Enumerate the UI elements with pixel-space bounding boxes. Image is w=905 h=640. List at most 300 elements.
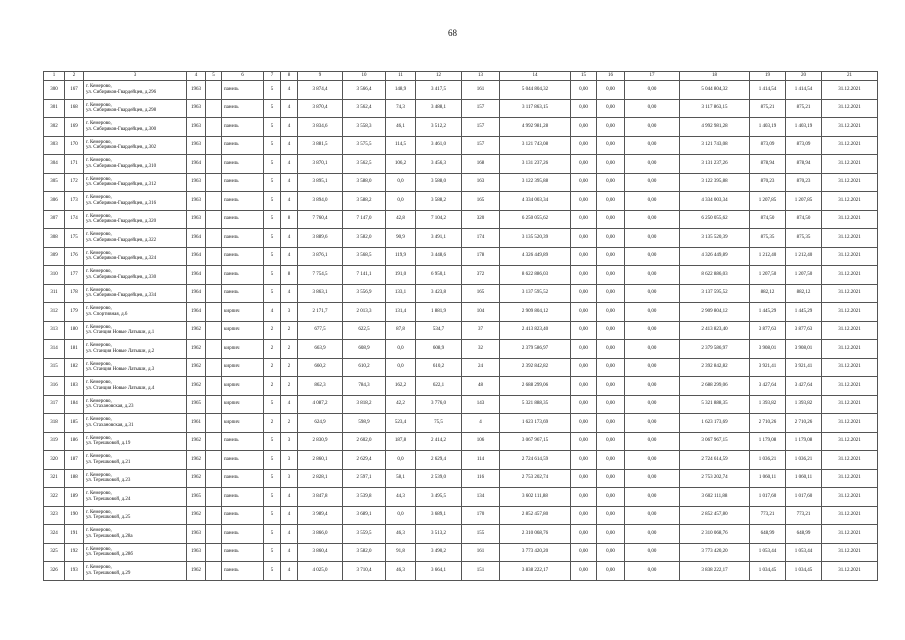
table-cell: 317: [44, 395, 65, 414]
column-header: 10: [343, 72, 386, 81]
table-cell: 0,00: [625, 525, 680, 544]
table-cell: 116: [462, 469, 500, 488]
address-cell: [84, 358, 187, 377]
table-cell: 304: [44, 155, 65, 174]
table-cell: 31.12.2021: [822, 506, 878, 525]
table-cell: кирпич: [222, 377, 264, 396]
table-cell: 2 753 202,74: [680, 469, 750, 488]
table-cell: 0,00: [625, 81, 680, 100]
table-cell: 305: [44, 173, 65, 192]
table-cell: 1 060,11: [750, 469, 786, 488]
table-cell: 1964: [187, 155, 206, 174]
table-cell: 0,00: [597, 451, 625, 470]
table-cell: 3 860,4: [298, 543, 343, 562]
table-cell: 143: [462, 395, 500, 414]
table-cell: 3 877,63: [786, 321, 822, 340]
table-cell: 32: [462, 340, 500, 359]
table-cell: 608,9: [343, 340, 386, 359]
table-cell: 5: [264, 525, 281, 544]
address-cell: [84, 395, 187, 414]
table-cell: 1 179,08: [750, 432, 786, 451]
table-cell: 648,99: [750, 525, 786, 544]
table-cell: 878,94: [750, 155, 786, 174]
table-cell: 5 321 888,35: [680, 395, 750, 414]
table-cell: 0,00: [597, 358, 625, 377]
table-cell: 8: [281, 266, 298, 285]
table-row: [44, 155, 878, 174]
table-cell: 191: [65, 525, 84, 544]
table-cell: 1964: [187, 247, 206, 266]
table-cell: 1 207,85: [786, 192, 822, 211]
table-cell: 0,00: [625, 358, 680, 377]
table-cell: 3: [281, 451, 298, 470]
table-row: [44, 488, 878, 507]
table-cell: 0,00: [597, 247, 625, 266]
table-cell: 2 392 842,82: [680, 358, 750, 377]
table-cell: 162,2: [386, 377, 416, 396]
table-cell: 2: [264, 377, 281, 396]
address-city: г. Кемерово,: [86, 102, 112, 108]
address-street: ул. Терешковой, д.21: [86, 459, 131, 465]
table-cell: 302: [44, 118, 65, 137]
table-cell: 42,8: [386, 210, 416, 229]
table-cell: 1962: [187, 321, 206, 340]
address-cell: [84, 284, 187, 303]
table-cell: 5: [264, 247, 281, 266]
table-cell: 3 866,0: [298, 525, 343, 544]
table-cell: 46,3: [386, 525, 416, 544]
table-cell: 0,0: [386, 506, 416, 525]
table-cell: 4 992 981,28: [680, 118, 750, 137]
table-cell: 31.12.2021: [822, 469, 878, 488]
table-cell: [206, 432, 222, 451]
table-cell: 31.12.2021: [822, 247, 878, 266]
table-row: [44, 377, 878, 396]
table-cell: 185: [65, 414, 84, 433]
table-cell: 5: [264, 469, 281, 488]
table-cell: 310: [44, 266, 65, 285]
table-cell: 31.12.2021: [822, 488, 878, 507]
table-cell: 4: [264, 303, 281, 322]
table-cell: 1964: [187, 303, 206, 322]
table-cell: 0,00: [571, 192, 597, 211]
column-header: 1: [44, 72, 65, 81]
table-cell: панель: [222, 136, 264, 155]
table-cell: 42,2: [386, 395, 416, 414]
table-cell: 2 597,1: [343, 469, 386, 488]
address-cell: [84, 469, 187, 488]
table-cell: 31.12.2021: [822, 210, 878, 229]
table-cell: 37: [462, 321, 500, 340]
table-cell: 322: [44, 488, 65, 507]
table-cell: 0,00: [625, 99, 680, 118]
address-street: ул. Терешковой, д.25: [86, 515, 131, 521]
table-cell: 3 491,1: [416, 229, 462, 248]
table-cell: 3 448,6: [416, 247, 462, 266]
table-cell: 1 053,44: [786, 543, 822, 562]
table-cell: 46,3: [386, 562, 416, 581]
table-cell: 660,2: [298, 358, 343, 377]
table-cell: 0,00: [571, 506, 597, 525]
table-row: [44, 229, 878, 248]
table-cell: 178: [462, 247, 500, 266]
table-cell: 177: [65, 266, 84, 285]
table-cell: 5: [264, 432, 281, 451]
table-cell: 4: [281, 192, 298, 211]
table-cell: 8 622 886,03: [680, 266, 750, 285]
column-header: 2: [65, 72, 84, 81]
address-city: г. Кемерово,: [86, 361, 112, 367]
table-cell: 0,00: [571, 247, 597, 266]
address-street: ул. Терешковой, д.23: [86, 478, 131, 484]
table-cell: 3 559,5: [343, 525, 386, 544]
table-cell: 188: [65, 469, 84, 488]
table-cell: 0,00: [571, 229, 597, 248]
table-cell: [206, 469, 222, 488]
address-city: г. Кемерово,: [86, 472, 112, 478]
table-cell: 875,35: [750, 229, 786, 248]
address-cell: [84, 118, 187, 137]
table-cell: 0,00: [597, 340, 625, 359]
table-cell: 3 908,01: [786, 340, 822, 359]
table-cell: 3 417,5: [416, 81, 462, 100]
table-cell: 0,00: [571, 395, 597, 414]
table-cell: 3 989,4: [298, 506, 343, 525]
table-cell: 2 629,4: [416, 451, 462, 470]
table-cell: панель: [222, 266, 264, 285]
table-cell: 862,3: [298, 377, 343, 396]
address-city: г. Кемерово,: [86, 213, 112, 219]
table-cell: 0,00: [597, 562, 625, 581]
table-cell: 2 688 299,06: [500, 377, 571, 396]
table-row: [44, 358, 878, 377]
table-cell: 4 992 981,28: [500, 118, 571, 137]
address-street: ул. Сибиряков-Гвардейцев, д.330: [86, 274, 157, 280]
table-cell: 165: [462, 192, 500, 211]
table-cell: 1965: [187, 488, 206, 507]
table-cell: 3 881,5: [298, 136, 343, 155]
table-cell: 48: [462, 377, 500, 396]
address-street: ул. Сибиряков-Гвардейцев, д.296: [86, 89, 157, 95]
column-header: 16: [597, 72, 625, 81]
table-cell: 31.12.2021: [822, 284, 878, 303]
table-cell: 3 588,0: [416, 173, 462, 192]
table-cell: 1 179,08: [786, 432, 822, 451]
table-cell: 2 710,26: [786, 414, 822, 433]
address-city: г. Кемерово,: [86, 121, 112, 127]
table-cell: 0,00: [571, 451, 597, 470]
table-cell: 31.12.2021: [822, 543, 878, 562]
table-cell: панель: [222, 173, 264, 192]
table-cell: 148,9: [386, 81, 416, 100]
table-cell: 2 852 457,80: [500, 506, 571, 525]
address-cell: [84, 247, 187, 266]
table-cell: 3 838 222,17: [680, 562, 750, 581]
address-city: г. Кемерово,: [86, 306, 112, 312]
table-cell: 3 513,2: [416, 525, 462, 544]
table-cell: 3 602 111,88: [500, 488, 571, 507]
table-cell: 3 122 395,88: [680, 173, 750, 192]
table-cell: 301: [44, 99, 65, 118]
table-cell: [206, 562, 222, 581]
table-cell: 0,00: [625, 229, 680, 248]
address-street: ул. Сибиряков-Гвардейцев, д.302: [86, 145, 157, 151]
table-cell: 2: [281, 414, 298, 433]
table-cell: 4: [281, 543, 298, 562]
table-cell: 31.12.2021: [822, 266, 878, 285]
table-cell: 1962: [187, 451, 206, 470]
table-cell: 3 427,64: [750, 377, 786, 396]
table-cell: 173: [65, 192, 84, 211]
table-cell: 163: [462, 173, 500, 192]
table-cell: 0,00: [625, 395, 680, 414]
address-cell: [84, 432, 187, 451]
table-cell: 4: [281, 247, 298, 266]
table-cell: 1963: [187, 210, 206, 229]
table-cell: 4: [281, 229, 298, 248]
table-cell: 3 461,0: [416, 136, 462, 155]
table-cell: панель: [222, 506, 264, 525]
table-cell: 3 773 420,20: [500, 543, 571, 562]
table-cell: 133,1: [386, 284, 416, 303]
table-cell: 1 207,50: [786, 266, 822, 285]
table-cell: 0,00: [597, 118, 625, 137]
address-street: ул. Сибиряков-Гвардейцев, д.312: [86, 182, 157, 188]
address-city: г. Кемерово,: [86, 546, 112, 552]
table-cell: 3 490,2: [416, 543, 462, 562]
table-cell: 303: [44, 136, 65, 155]
table-cell: 3 908,01: [750, 340, 786, 359]
table-cell: [206, 303, 222, 322]
table-cell: 31.12.2021: [822, 321, 878, 340]
table-cell: 598,9: [343, 414, 386, 433]
table-cell: [206, 266, 222, 285]
table-cell: 0,00: [597, 543, 625, 562]
table-cell: 157: [462, 99, 500, 118]
table-cell: 3 558,3: [343, 118, 386, 137]
table-cell: 1 034,45: [786, 562, 822, 581]
table-cell: 309: [44, 247, 65, 266]
table-cell: 170: [65, 136, 84, 155]
table-cell: 874,50: [750, 210, 786, 229]
table-cell: 5: [264, 118, 281, 137]
table-cell: 2 413 823,40: [500, 321, 571, 340]
table-cell: 663,9: [298, 340, 343, 359]
address-cell: [84, 266, 187, 285]
table-cell: 0,00: [571, 543, 597, 562]
table-cell: 2 392 842,82: [500, 358, 571, 377]
table-cell: панель: [222, 210, 264, 229]
table-cell: [206, 543, 222, 562]
table-cell: 1 393,82: [750, 395, 786, 414]
table-cell: 3 921,41: [786, 358, 822, 377]
table-cell: 3 568,5: [343, 247, 386, 266]
address-city: г. Кемерово,: [86, 343, 112, 349]
table-cell: кирпич: [222, 303, 264, 322]
table-cell: панель: [222, 525, 264, 544]
table-cell: 0,00: [571, 469, 597, 488]
table-cell: 0,00: [571, 432, 597, 451]
table-cell: 31.12.2021: [822, 173, 878, 192]
address-city: г. Кемерово,: [86, 565, 112, 571]
table-cell: 1 212,40: [786, 247, 822, 266]
table-row: [44, 395, 878, 414]
address-cell: [84, 506, 187, 525]
table-cell: 321: [44, 469, 65, 488]
table-cell: 3 512,2: [416, 118, 462, 137]
table-cell: 311: [44, 284, 65, 303]
table-cell: 0,00: [597, 155, 625, 174]
table-cell: 2 852 457,80: [680, 506, 750, 525]
address-street: ул. Стахановская, д.31: [86, 422, 134, 428]
table-cell: 4: [281, 99, 298, 118]
table-cell: 0,00: [571, 358, 597, 377]
table-cell: 3 117 863,15: [500, 99, 571, 118]
address-cell: [84, 543, 187, 562]
table-cell: 3 135 520,39: [680, 229, 750, 248]
table-cell: 2: [281, 321, 298, 340]
table-cell: 0,00: [625, 173, 680, 192]
table-cell: 31.12.2021: [822, 192, 878, 211]
address-street: ул. Сибиряков-Гвардейцев, д.322: [86, 237, 157, 243]
table-cell: 8 622 886,03: [500, 266, 571, 285]
table-cell: 31.12.2021: [822, 377, 878, 396]
address-cell: [84, 377, 187, 396]
table-cell: 5: [264, 99, 281, 118]
table-cell: 0,00: [571, 340, 597, 359]
table-cell: панель: [222, 247, 264, 266]
table-cell: 324: [44, 525, 65, 544]
table-cell: 7 104,2: [416, 210, 462, 229]
table-cell: 1964: [187, 284, 206, 303]
table-cell: 0,00: [625, 562, 680, 581]
table-cell: [206, 229, 222, 248]
table-cell: 168: [65, 99, 84, 118]
table-cell: 0,00: [597, 192, 625, 211]
table-cell: 169: [65, 118, 84, 137]
address-street: ул. Сибиряков-Гвардейцев, д.316: [86, 200, 157, 206]
table-row: [44, 192, 878, 211]
table-row: [44, 321, 878, 340]
table-cell: 3 921,41: [750, 358, 786, 377]
table-cell: 1964: [187, 229, 206, 248]
table-cell: 46,1: [386, 118, 416, 137]
address-cell: [84, 229, 187, 248]
table-cell: 0,00: [625, 284, 680, 303]
table-cell: 1962: [187, 340, 206, 359]
table-cell: 3 602 111,88: [680, 488, 750, 507]
table-cell: 4 334 003,34: [680, 192, 750, 211]
table-cell: 3 895,1: [298, 173, 343, 192]
table-cell: панель: [222, 99, 264, 118]
table-cell: 608,9: [416, 340, 462, 359]
table-row: [44, 99, 878, 118]
table-cell: 0,00: [597, 321, 625, 340]
table-cell: 192: [65, 543, 84, 562]
table-cell: 2 414,2: [416, 432, 462, 451]
table-cell: 165: [462, 284, 500, 303]
address-city: г. Кемерово,: [86, 176, 112, 182]
table-cell: 5: [264, 173, 281, 192]
table-cell: 24: [462, 358, 500, 377]
table-cell: 2: [281, 358, 298, 377]
table-cell: 131,4: [386, 303, 416, 322]
table-cell: 3 122 395,88: [500, 173, 571, 192]
table-cell: 114: [462, 451, 500, 470]
table-cell: 624,9: [298, 414, 343, 433]
table-cell: 180: [65, 321, 84, 340]
table-cell: 314: [44, 340, 65, 359]
table-cell: [206, 414, 222, 433]
table-cell: [206, 284, 222, 303]
table-cell: панель: [222, 469, 264, 488]
table-cell: [206, 81, 222, 100]
address-street: ул. Терешковой, д.28б: [86, 552, 133, 558]
table-cell: 175: [65, 229, 84, 248]
table-cell: 648,99: [786, 525, 822, 544]
column-header: 7: [264, 72, 281, 81]
table-cell: 773,21: [786, 506, 822, 525]
table-cell: 0,00: [571, 173, 597, 192]
table-cell: 7 141,1: [343, 266, 386, 285]
address-cell: [84, 562, 187, 581]
table-cell: 4 334 003,34: [500, 192, 571, 211]
table-cell: 5: [264, 395, 281, 414]
address-street: ул. Сибиряков-Гвардейцев, д.300: [86, 126, 157, 132]
table-cell: 0,00: [625, 377, 680, 396]
address-cell: [84, 488, 187, 507]
table-cell: 875,21: [750, 99, 786, 118]
address-street: ул. Сибиряков-Гвардейцев, д.320: [86, 219, 157, 225]
table-cell: 1 017,60: [750, 488, 786, 507]
table-cell: 0,00: [597, 229, 625, 248]
table-cell: 4: [281, 506, 298, 525]
table-cell: 1963: [187, 192, 206, 211]
table-cell: 74,3: [386, 99, 416, 118]
address-street: ул. Спортивная, д.6: [86, 311, 128, 317]
table-cell: 312: [44, 303, 65, 322]
address-city: г. Кемерово,: [86, 250, 112, 256]
table-cell: 0,00: [625, 543, 680, 562]
table-cell: [206, 525, 222, 544]
table-cell: 31.12.2021: [822, 136, 878, 155]
table-cell: 610,2: [343, 358, 386, 377]
table-cell: 31.12.2021: [822, 525, 878, 544]
table-cell: 5: [264, 136, 281, 155]
address-cell: [84, 210, 187, 229]
table-cell: 7 147,0: [343, 210, 386, 229]
address-street: ул. Станция Новые Латыши, д.2: [86, 348, 155, 354]
table-cell: 0,00: [625, 118, 680, 137]
table-cell: 2 724 614,59: [500, 451, 571, 470]
table-cell: [206, 506, 222, 525]
table-cell: 326: [44, 562, 65, 581]
address-street: ул. Терешковой, д.28а: [86, 533, 133, 539]
table-cell: 5: [264, 506, 281, 525]
table-cell: 31.12.2021: [822, 81, 878, 100]
table-cell: 4 025,0: [298, 562, 343, 581]
table-cell: 179: [65, 303, 84, 322]
table-cell: 174: [65, 210, 84, 229]
table-cell: 0,00: [625, 266, 680, 285]
table-cell: 307: [44, 210, 65, 229]
table-cell: панель: [222, 543, 264, 562]
table-cell: 3 539,8: [343, 488, 386, 507]
header-row: [44, 72, 878, 81]
address-cell: [84, 303, 187, 322]
table-cell: 31.12.2021: [822, 118, 878, 137]
table-cell: [206, 247, 222, 266]
